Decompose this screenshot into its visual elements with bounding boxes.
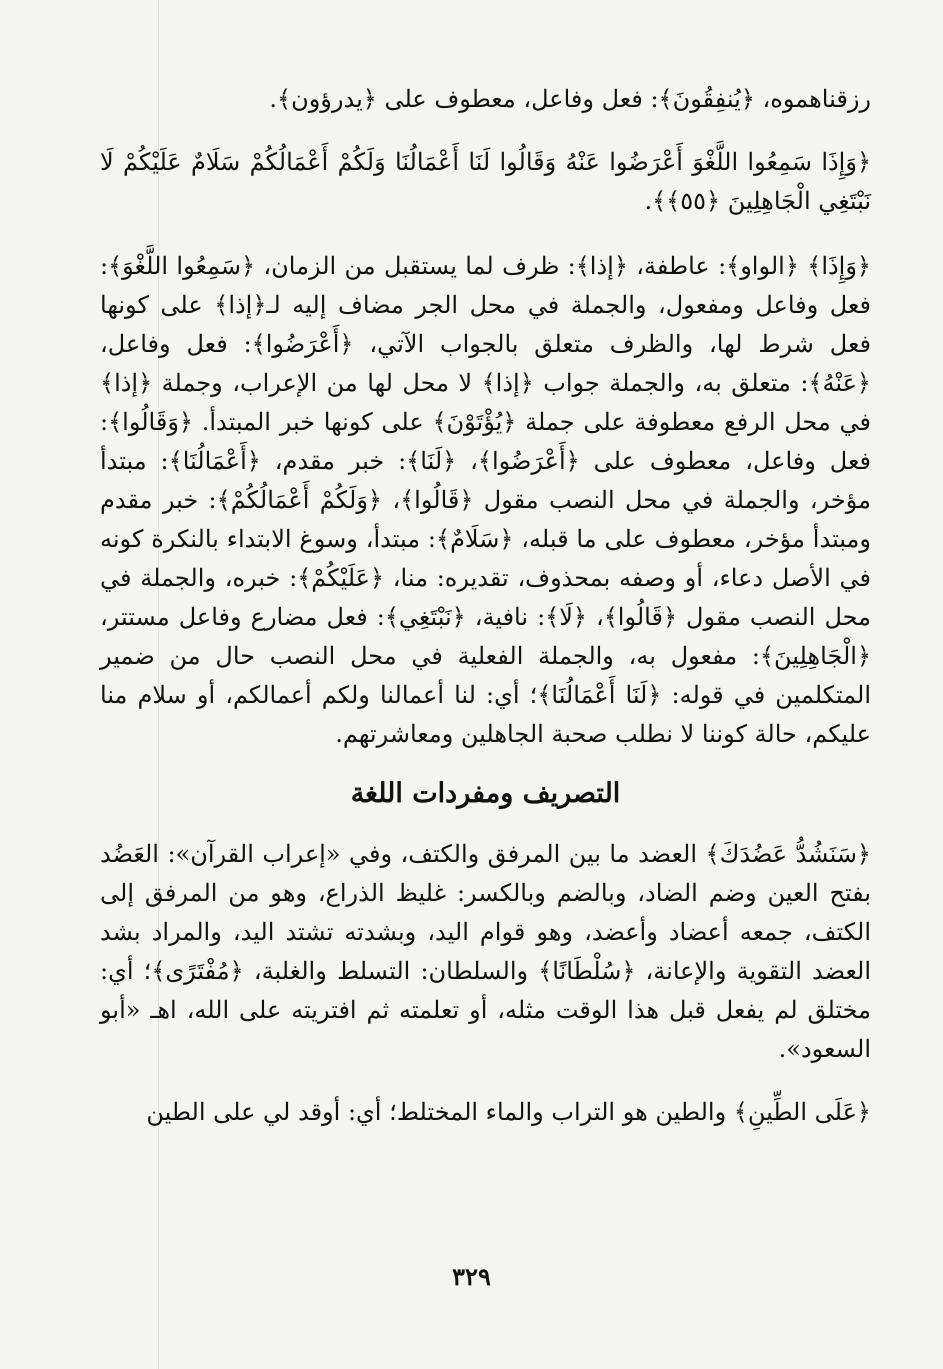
section-heading: التصريف ومفردات اللغة: [350, 778, 621, 809]
paragraph-intro: رزقناهموه، ﴿يُنفِقُونَ﴾: فعل وفاعل، معطوف على ﴿يدرؤون﴾.: [269, 85, 871, 113]
quran-verse: ﴿وَإِذَا سَمِعُوا اللَّغْوَ أَعْرَضُوا عَنْهُ وَقَالُوا لَنَا أَعْمَالُنَا وَلَكُمْ أَعْمَالُكُمْ سَلَامٌ عَلَيْكُمْ لَا نَبْتَغِي الْجَاهِلِينَ ﴿٥٥﴾﴾.: [100, 148, 871, 215]
paragraph-iraab: ﴿وَإِذَا﴾ ﴿الواو﴾: عاطفة، ﴿إذا﴾: ظرف لما يستقبل من الزمان، ﴿سَمِعُوا اللَّغْوَ﴾: فعل وفاعل ومفعول، والجملة في محل الجر مضاف إليه لـ﴿إذا﴾ على كونها فعل شرط لها، والظرف متعلق بالجواب الآتي، ﴿أَعْرَضُوا﴾: فعل وفاعل، ﴿عَنْهُ﴾: متعلق به، والجملة جواب ﴿إذا﴾ لا محل لها من الإعراب، وجملة ﴿إذا﴾ في محل الرفع معطوفة على جملة ﴿يُؤْتَوْنَ﴾ على كونها خبر المبتدأ. ﴿وَقَالُوا﴾: فعل وفاعل، معطوف على ﴿أَعْرَضُوا﴾، ﴿لَنَا﴾: خبر مقدم، ﴿أَعْمَالُنَا﴾: مبتدأ مؤخر، والجملة في محل النصب مقول ﴿قَالُوا﴾، ﴿وَلَكُمْ أَعْمَالُكُمْ﴾: خبر مقدم ومبتدأ مؤخر، معطوف على ما قبله، ﴿سَلَامٌ﴾: مبتدأ، وسوغ الابتداء بالنكرة كونه في الأصل دعاء، أو وصفه بمحذوف، تقديره: منا، ﴿عَلَيْكُمْ﴾: خبره، والجملة في محل النصب مقول ﴿قَالُوا﴾، ﴿لَا﴾: نافية، ﴿نَبْتَغِي﴾: فعل مضارع وفاعل مستتر، ﴿الْجَاهِلِينَ﴾: مفعول به، والجملة الفعلية في محل النصب حال من ضمير المتكلمين في قوله: ﴿لَنَا أَعْمَالُنَا﴾؛ أي: لنا أعمالنا ولكم أعمالكم، أو سلام منا عليكم، حالة كوننا لا نطلب صحبة الجاهلين ومعاشرتهم.: [100, 252, 871, 748]
paragraph-vocabulary: ﴿سَنَشُدُّ عَضُدَكَ﴾ العضد ما بين المرفق والكتف، وفي «إعراب القرآن»: العَضُد بفتح العين وضم الضاد، وبالضم وبالكسر: غليظ الذراع، وهو من المرفق إلى الكتف، جمعه أعضاد وأعضد، وهو قوام اليد، وبشدته تشتد اليد، والمراد بشد العضد التقوية والإعانة، ﴿سُلْطَانًا﴾ والسلطان: التسلط والغلبة، ﴿مُفْتَرًى﴾؛ أي: مختلق لم يفعل قبل هذا الوقت مثله، أو تعلمته ثم افتريته على الله، اهـ «أبو السعود».: [100, 840, 871, 1063]
page-number: ٣٢٩: [452, 1262, 491, 1291]
page-fold-line: [158, 0, 159, 1369]
paragraph-tin: ﴿عَلَى الطِّينِ﴾ والطين هو التراب والماء المختلط؛ أي: أوقد لي على الطين: [146, 1098, 871, 1126]
